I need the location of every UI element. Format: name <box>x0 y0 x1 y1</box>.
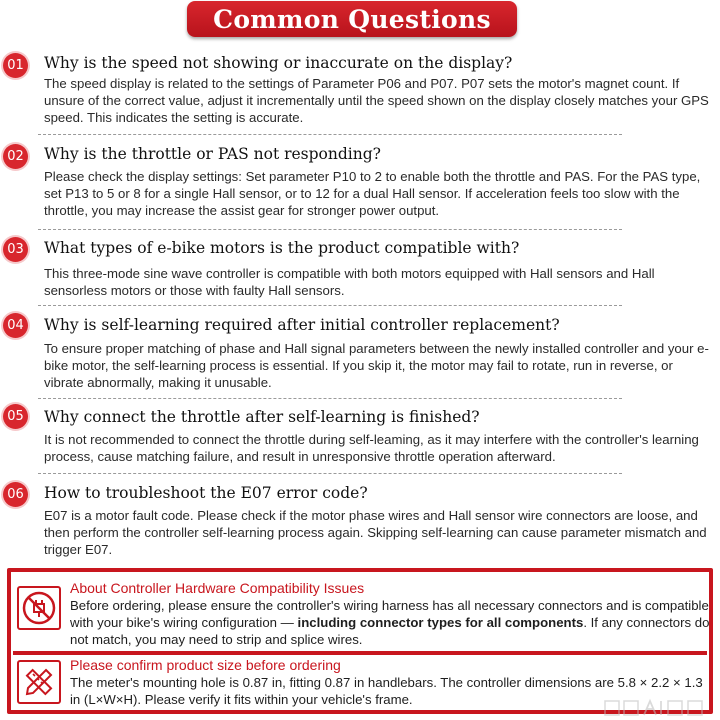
notice-body: The meter's mounting hole is 0.87 in, fitting 0.87 in handlebars. The controller dimensions are 5.8 × 2.2 × 1.3 in (L×W×H). Please verify it fits within your vehicle's frame. <box>70 675 703 707</box>
question-answer: Please check the display settings: Set parameter P10 to 2 to enable both the throttle and PAS. For the PAS type, set P13 to 5 or 8 for a single Hall sensor, or to 12 for a dual Hall sensor. If acceleration feels too slow with the throttle, you may increase the assist gear for stronger power output. <box>44 169 701 218</box>
question-title: What types of e-bike motors is the product compatible with? <box>44 239 520 257</box>
question-number-badge: 05 <box>3 404 28 429</box>
notice-body-text: . If any connectors do not match, you may need to strip and splice wires. <box>70 615 710 647</box>
question-title: Why is self-learning required after initial controller replacement? <box>44 316 560 334</box>
page-title: Common Questions <box>213 4 491 34</box>
divider <box>38 473 622 474</box>
pencil-ruler-icon <box>17 660 61 704</box>
divider <box>38 305 622 306</box>
question-answer: It is not recommended to connect the throttle during self-leaming, as it may interfere with the controller's learning process, cause matching failure, and result in unresponsive throttle operation afterward. <box>44 432 699 464</box>
question-number-badge: 01 <box>3 53 28 78</box>
notice-separator <box>13 651 707 655</box>
notice-title: Please confirm product size before ordering <box>70 657 341 673</box>
notice-body <box>70 597 710 648</box>
question-title: Why connect the throttle after self-learning is finished? <box>44 408 480 426</box>
question-answer: E07 is a motor fault code. Please check if the motor phase wires and Hall sensor wire connectors are loose, and then perform the controller self-learning process again. Skipping self-learning can cause parameter mismatch and trigger E07. <box>44 508 707 557</box>
divider <box>38 229 622 230</box>
question-title: Why is the speed not showing or inaccurate on the display? <box>44 54 513 72</box>
notice-title: About Controller Hardware Compatibility Issues <box>70 580 365 596</box>
question-number-badge: 03 <box>3 237 28 262</box>
common-questions-banner <box>187 1 517 37</box>
watermark <box>604 698 716 718</box>
question-number-badge: 06 <box>3 482 28 507</box>
question-title: How to troubleshoot the E07 error code? <box>44 484 368 502</box>
question-number-badge: 04 <box>3 313 28 338</box>
question-answer: The speed display is related to the settings of Parameter P06 and P07. P07 sets the motor's magnet count. If unsure of the correct value, adjust it incrementally until the speed shown on the display closely matches your GPS speed. This indicates the setting is accurate. <box>44 76 709 125</box>
question-number-badge: 02 <box>3 144 28 169</box>
divider <box>38 134 622 135</box>
notice-body-text: Before ordering, please ensure the controller's wiring harness has all necessary connectors and is compatible with your bike's wiring configuration — <box>70 598 709 630</box>
question-title: Why is the throttle or PAS not responding? <box>44 145 381 163</box>
divider <box>38 398 622 399</box>
notice-box <box>7 568 713 714</box>
question-answer: This three-mode sine wave controller is compatible with both motors equipped with Hall sensors and Hall sensorless motors or those with faulty Hall sensors. <box>44 266 655 298</box>
question-answer: To ensure proper matching of phase and Hall signal parameters between the newly installed controller and your e-bike motor, the self-learning process is essential. If you skip it, the motor may fail to rotate, run in reverse, or vibrate abnormally, making it unusable. <box>44 341 709 390</box>
notice-body-emphasis: including connector types for all components <box>297 615 584 630</box>
no-plug-icon <box>17 586 61 630</box>
